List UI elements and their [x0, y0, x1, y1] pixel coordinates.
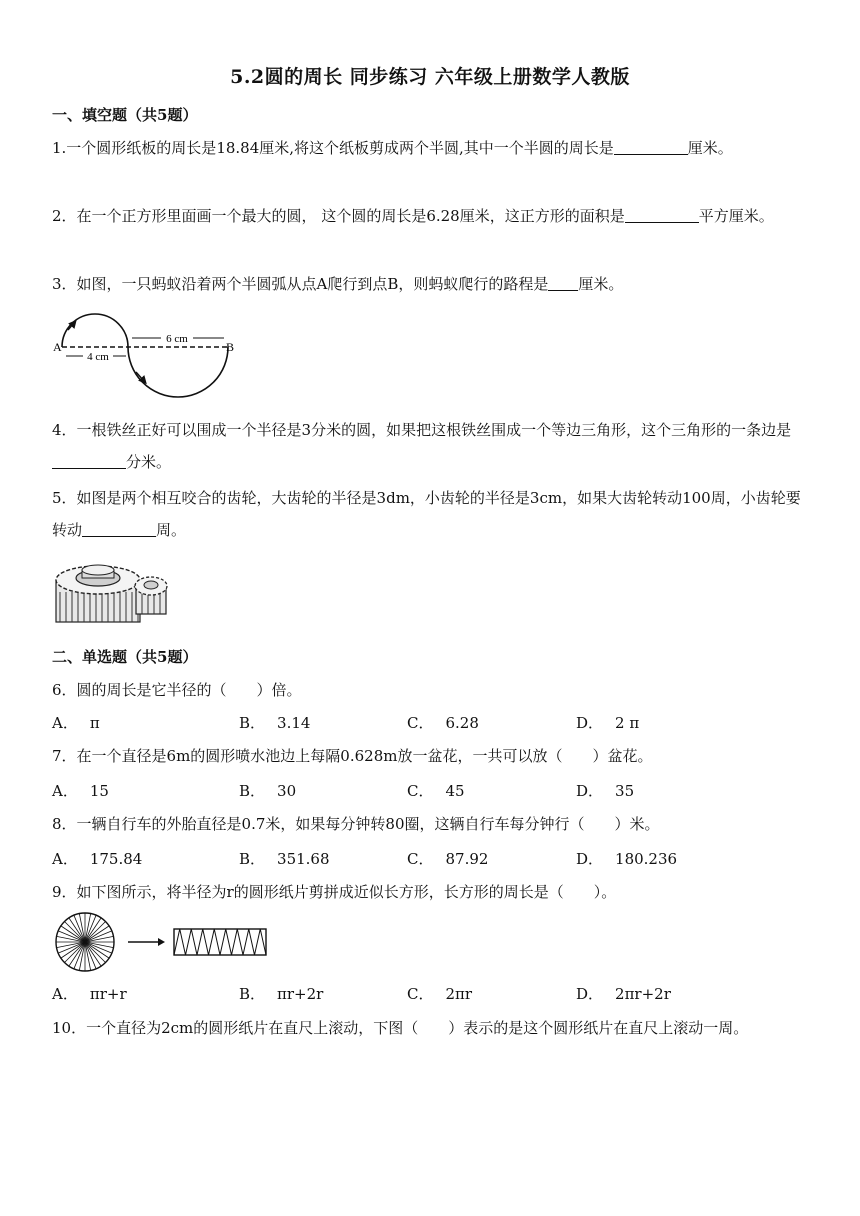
question-3: [52, 268, 812, 300]
question-3-text: 3．如图，一只蚂蚁沿着两个半圆弧从点A爬行到点B，则蚂蚁爬行的路程是: [52, 275, 549, 293]
question-10: 10．一个直径为2cm的圆形纸片在直尺上滚动，下图（ ）表示的是这个圆形纸片在直尺上滚动一周。: [52, 1019, 749, 1037]
question-7: 7．在一个直径是6m的圆形喷水池边上每隔0.628m放一盆花，一共可以放（ ）盆花。: [52, 747, 653, 765]
dimension-label-large: 6 cm: [166, 333, 188, 345]
question-9-options: [52, 983, 812, 1007]
question-4-unit: 分米。: [126, 453, 172, 471]
approximate-rectangle: [174, 929, 266, 955]
option-d[interactable]: D． 2πr+2r: [576, 985, 671, 1003]
arrowhead: [158, 938, 165, 946]
option-c[interactable]: C． 6.28: [407, 714, 479, 732]
answer-blank: [82, 518, 156, 537]
question-8-options: [52, 848, 812, 872]
option-c[interactable]: C． 87.92: [407, 850, 489, 868]
gears-figure: [52, 558, 172, 630]
question-4-text: 4．一根铁丝正好可以围成一个半径是3分米的圆，如果把这根铁丝围成一个等边三角形，这个三角形的一条边是: [52, 421, 792, 439]
question-2-text: 2．在一个正方形里面画一个最大的圆， 这个圆的周长是6.28厘米，这正方形的面积是: [52, 207, 625, 225]
answer-blank: [614, 136, 688, 155]
small-gear: [135, 577, 167, 614]
question-5-unit: 周。: [156, 521, 187, 539]
large-gear: [56, 565, 140, 622]
question-3-unit: 厘米。: [578, 275, 624, 293]
answer-blank: [625, 204, 699, 223]
question-6: 6．圆的周长是它半径的（ ）倍。: [52, 681, 302, 699]
semicircle-path-figure: [50, 310, 250, 400]
option-b[interactable]: B． 3.14: [239, 714, 311, 732]
section-heading-single-choice: 二、单选题（共5题）: [52, 648, 198, 666]
option-d[interactable]: D． 180.236: [576, 850, 678, 868]
answer-blank: [548, 272, 578, 291]
point-b-label: B: [226, 340, 235, 354]
question-9: 9．如下图所示，将半径为r的圆形纸片剪拼成近似长方形，长方形的周长是（ ）。: [52, 883, 617, 901]
option-a[interactable]: A． 15: [52, 782, 109, 800]
point-a-label: A: [53, 340, 62, 354]
question-8: 8．一辆自行车的外胎直径是0.7米，如果每分钟转80圈，这辆自行车每分钟行（ ）米。: [52, 815, 660, 833]
option-b[interactable]: B． 351.68: [239, 850, 330, 868]
question-2-unit: 平方厘米。: [698, 207, 774, 225]
question-1-text: 1.一个圆形纸板的周长是18.84厘米,将这个纸板剪成两个半圆,其中一个半圆的周长是: [52, 139, 614, 157]
question-1-unit: 厘米。: [687, 139, 733, 157]
option-d[interactable]: D． 35: [576, 782, 635, 800]
option-b[interactable]: B． πr+2r: [239, 985, 324, 1003]
question-5-text: 5．如图是两个相互咬合的齿轮，大齿轮的半径是3dm，小齿轮的半径是3cm，如果大齿轮转动100周，小齿轮要转动: [52, 489, 801, 539]
section-heading-fill-in: 一、填空题（共5题）: [52, 106, 198, 124]
question-4: [52, 414, 812, 478]
circle-to-rectangle-figure: [54, 916, 274, 972]
option-c[interactable]: C． 2πr: [407, 985, 473, 1003]
page-title: 5.2圆的周长 同步练习 六年级上册数学人教版: [230, 66, 630, 88]
question-6-options: [52, 712, 812, 736]
small-semicircle: [62, 314, 128, 347]
option-a[interactable]: A． 175.84: [52, 850, 143, 868]
question-7-options: [52, 780, 812, 804]
large-semicircle: [128, 347, 228, 397]
question-2: [52, 200, 812, 232]
option-c[interactable]: C． 45: [407, 782, 465, 800]
dimension-label-small: 4 cm: [87, 351, 109, 363]
answer-blank: [52, 450, 126, 469]
question-1: [52, 132, 812, 164]
option-d[interactable]: D． 2 π: [576, 714, 640, 732]
question-5: [52, 482, 812, 546]
option-a[interactable]: A． πr+r: [52, 985, 127, 1003]
sectored-circle: [56, 913, 114, 971]
option-a[interactable]: A． π: [52, 714, 100, 732]
option-b[interactable]: B． 30: [239, 782, 297, 800]
